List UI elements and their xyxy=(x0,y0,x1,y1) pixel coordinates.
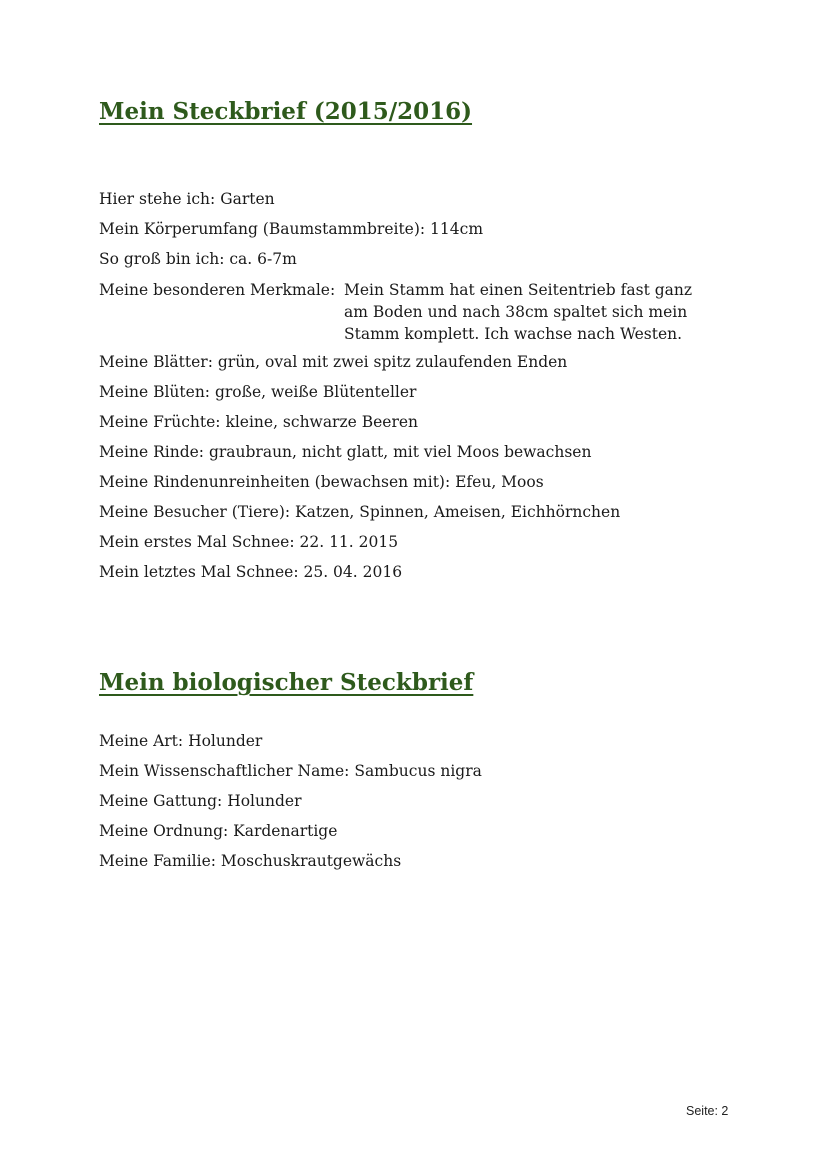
info-line-erster-schnee: Mein erstes Mal Schnee: 22. 11. 2015 xyxy=(99,533,399,551)
merkmale-label: Meine besonderen Merkmale: xyxy=(99,281,336,299)
info-line-groesse: So groß bin ich: ca. 6-7m xyxy=(99,250,297,268)
info-line-gattung: Meine Gattung: Holunder xyxy=(99,792,302,810)
info-line-fruechte: Meine Früchte: kleine, schwarze Beeren xyxy=(99,413,419,431)
section-title-steckbrief: Mein Steckbrief (2015/2016) xyxy=(99,98,473,125)
section-title-biologischer-steckbrief: Mein biologischer Steckbrief xyxy=(99,669,474,696)
info-line-standort: Hier stehe ich: Garten xyxy=(99,190,275,208)
info-line-art: Meine Art: Holunder xyxy=(99,732,263,750)
info-line-rindenunreinheiten: Meine Rindenunreinheiten (bewachsen mit): Efeu, Moos xyxy=(99,473,544,491)
info-line-familie: Meine Familie: Moschuskrautgewächs xyxy=(99,852,402,870)
info-line-besucher: Meine Besucher (Tiere): Katzen, Spinnen, Ameisen, Eichhörnchen xyxy=(99,503,621,521)
info-line-wissenschaftlicher-name: Mein Wissenschaftlicher Name: Sambucus nigra xyxy=(99,762,482,780)
info-line-merkmale xyxy=(99,279,714,345)
page-number: Seite: 2 xyxy=(686,1104,729,1118)
info-line-rinde: Meine Rinde: graubraun, nicht glatt, mit viel Moos bewachsen xyxy=(99,443,592,461)
merkmale-value: Mein Stamm hat einen Seitentrieb fast ganz am Boden und nach 38cm spaltet sich mein Stamm komplett. Ich wachse nach Westen. xyxy=(344,281,693,343)
info-line-blueten: Meine Blüten: große, weiße Blütenteller xyxy=(99,383,417,401)
info-line-ordnung: Meine Ordnung: Kardenartige xyxy=(99,822,338,840)
info-line-letzter-schnee: Mein letztes Mal Schnee: 25. 04. 2016 xyxy=(99,563,403,581)
info-line-koerperumfang: Mein Körperumfang (Baumstammbreite): 114cm xyxy=(99,220,484,238)
info-line-blaetter: Meine Blätter: grün, oval mit zwei spitz zulaufenden Enden xyxy=(99,353,568,371)
